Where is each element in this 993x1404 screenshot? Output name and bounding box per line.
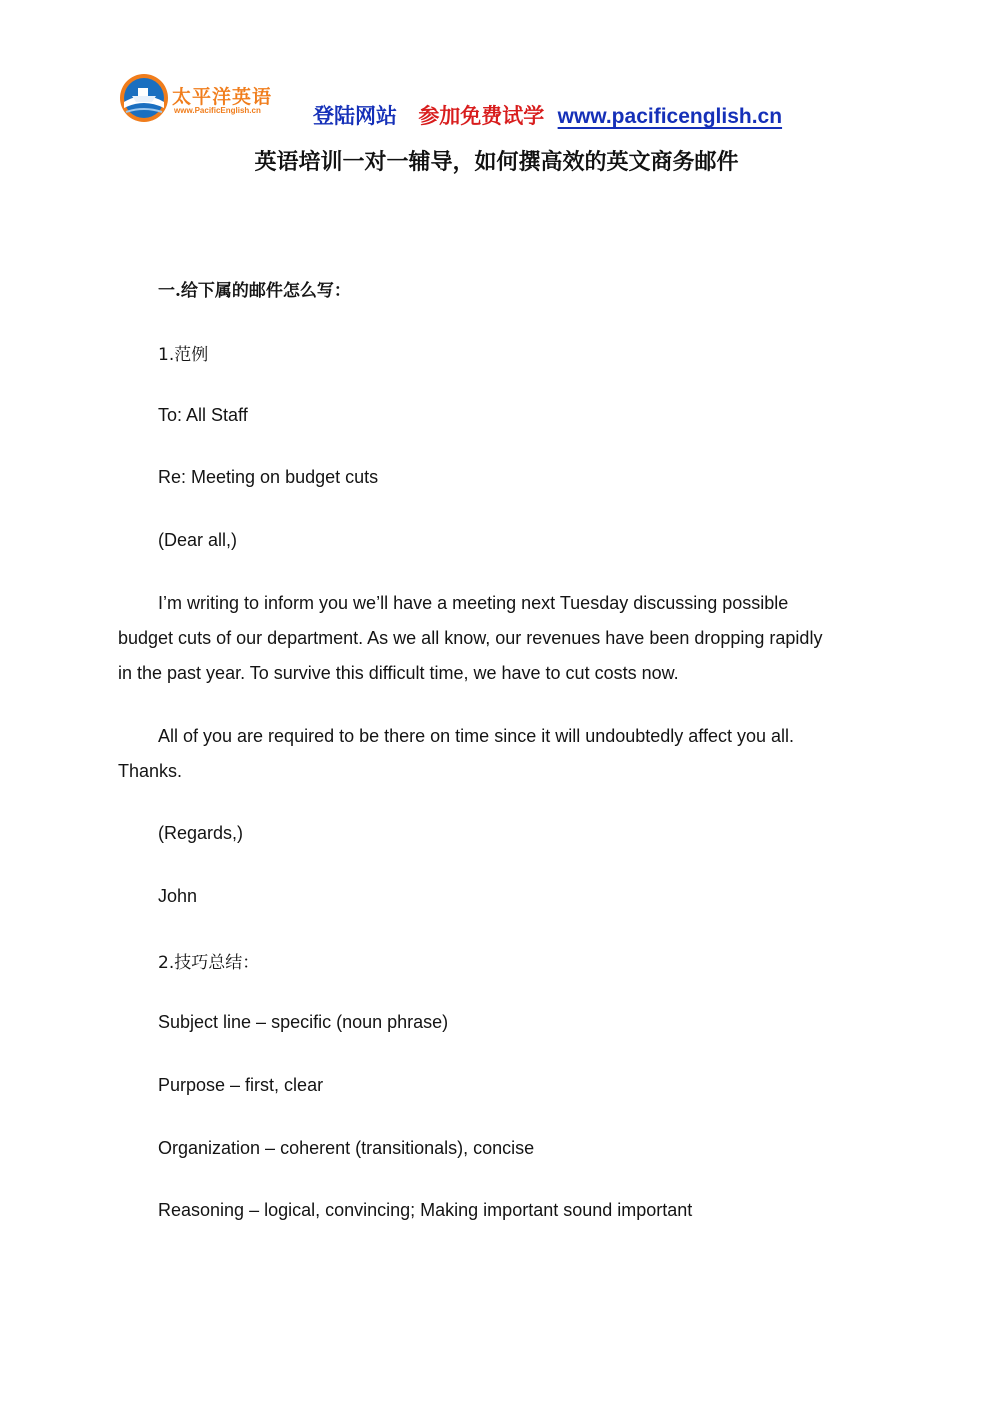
signature: John (158, 886, 198, 906)
paragraph-line: I’m writing to inform you we’ll have a meeting next Tuesday discussing possible (158, 593, 789, 613)
page-title: 英语培训一对一辅导，如何撰高效的英文商务邮件 (254, 150, 739, 175)
paragraph-line: in the past year. To survive this difficult time, we have to cut costs now. (118, 663, 679, 683)
tip-item: Purpose – first, clear (158, 1075, 324, 1095)
globe-ship-logo-icon (118, 72, 170, 124)
greeting: (Dear all,) (158, 530, 238, 550)
logo-name: 太平洋英语 (172, 86, 273, 108)
logo-url: www.PacificEnglish.cn (174, 106, 261, 115)
example-label: 1.范例 (158, 345, 209, 365)
tip-item: Subject line – specific (noun phrase) (158, 1012, 449, 1032)
tips-label: 2.技巧总结： (158, 953, 260, 973)
tip-item: Organization – coherent (transitionals), concise (158, 1138, 535, 1158)
login-link[interactable]: 登陆网站 (313, 104, 397, 128)
closing: (Regards,) (158, 823, 244, 843)
website-link[interactable]: www.pacificenglish.cn (557, 105, 783, 128)
logo (118, 70, 273, 126)
free-trial-link[interactable]: 参加免费试学 (418, 104, 545, 128)
to-line: To: All Staff (158, 405, 248, 425)
header-links (313, 100, 782, 132)
section-heading: 一.给下属的邮件怎么写： (158, 281, 351, 301)
tip-item: Reasoning – logical, convincing; Making important sound important (158, 1200, 693, 1220)
paragraph-line: budget cuts of our department. As we all know, our revenues have been dropping rapidly (118, 628, 823, 648)
re-line: Re: Meeting on budget cuts (158, 467, 379, 487)
paragraph-line: All of you are required to be there on time since it will undoubtedly affect you all. (158, 726, 795, 746)
paragraph-line: Thanks. (118, 761, 183, 781)
